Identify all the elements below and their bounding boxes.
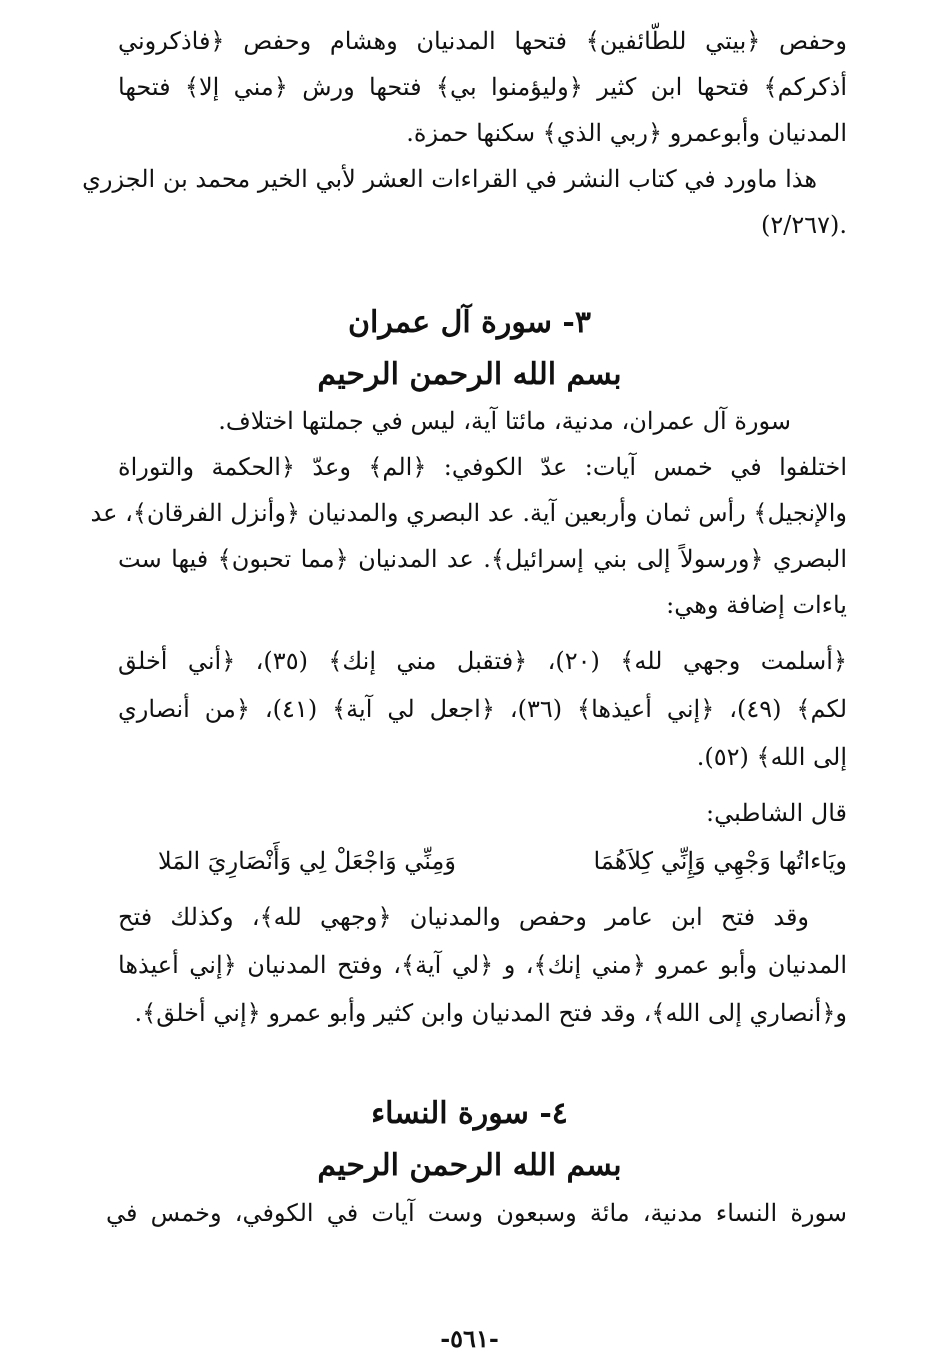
surah-title: ٣- سورة آل عمران <box>347 305 592 340</box>
surah-title: ٤- سورة النساء <box>371 1096 568 1131</box>
page-number: -٥٦١- <box>440 1324 499 1353</box>
quran-list-line: ﴿أسلمت وجهي لله﴾ (٢٠)، ﴿فتقبل مني إنك﴾ (٣٥)، ﴿أني أخلق <box>118 647 848 675</box>
poem-hemistich-left: وَمِنِّي وَاجْعَلْ لِي وَأَنْصَارِيَ المَلا <box>158 847 456 875</box>
paragraph-line: اختلفوا في خمس آيات: عدّ الكوفي: ﴿الم﴾ وعدّ ﴿الحكمة والتوراة <box>118 453 847 481</box>
paragraph-line: والإنجيل﴾ رأس ثمان وأربعين آية. عد البصري والمدنيان ﴿وأنزل الفرقان﴾، عد <box>90 499 847 527</box>
paragraph-line: ياءات إضافة وهي: <box>666 591 847 619</box>
paragraph-line: وقد فتح ابن عامر وحفص والمدنيان ﴿وجهي لله﴾، وكذلك فتح <box>118 903 810 931</box>
quran-list-line: إلى الله﴾ (٥٢). <box>696 743 847 771</box>
poem-intro: قال الشاطبي: <box>706 799 847 827</box>
paragraph-line: هذا ماورد في كتاب النشر في القراءات العشر لأبي الخير محمد بن الجزري <box>82 165 817 193</box>
paragraph-line: و﴿أنصاري إلى الله﴾، وقد فتح المدنيان وابن كثير وأبو عمرو ﴿إني أخلق﴾. <box>134 999 847 1027</box>
paragraph-line: أذكركم﴾ فتحها ابن كثير ﴿وليؤمنوا بي﴾ فتحها ورش ﴿مني إلا﴾ فتحها <box>118 73 847 101</box>
paragraph-line: سورة آل عمران، مدنية، مائتا آية، ليس في جملتها اختلاف. <box>218 407 791 435</box>
basmala: بسم الله الرحمن الرحيم <box>317 1148 622 1183</box>
quran-list-line: لكم﴾ (٤٩)، ﴿إني أعيذها﴾ (٣٦)، ﴿اجعل لي آية﴾ (٤١)، ﴿من أنصاري <box>118 695 848 723</box>
paragraph-line: وحفص ﴿بيتي للطّائفين﴾ فتحها المدنيان وهشام وحفص ﴿فاذكروني <box>118 27 847 55</box>
paragraph-line: البصري ﴿ورسولاً إلى بني إسرائيل﴾. عد المدنيان ﴿مما تحبون﴾ فيها ست <box>118 545 847 573</box>
paragraph-line: المدنيان وأبوعمرو ﴿ربي الذي﴾ سكنها حمزة. <box>406 119 847 147</box>
paragraph-line: المدنيان وأبو عمرو ﴿مني إنك﴾، و ﴿لي آية﴾، وفتح المدنيان ﴿إني أعيذها <box>118 951 848 979</box>
poem-hemistich-right: ويَاءاتُها وَجْهِي وَإِنِّي كِلاَهُمَا <box>593 847 847 875</box>
paragraph-line: سورة النساء مدنية، مائة وسبعون وست آيات في الكوفي، وخمس في <box>106 1199 847 1227</box>
paragraph-line: (٢/٢٦٧). <box>760 211 847 239</box>
basmala: بسم الله الرحمن الرحيم <box>317 357 622 392</box>
